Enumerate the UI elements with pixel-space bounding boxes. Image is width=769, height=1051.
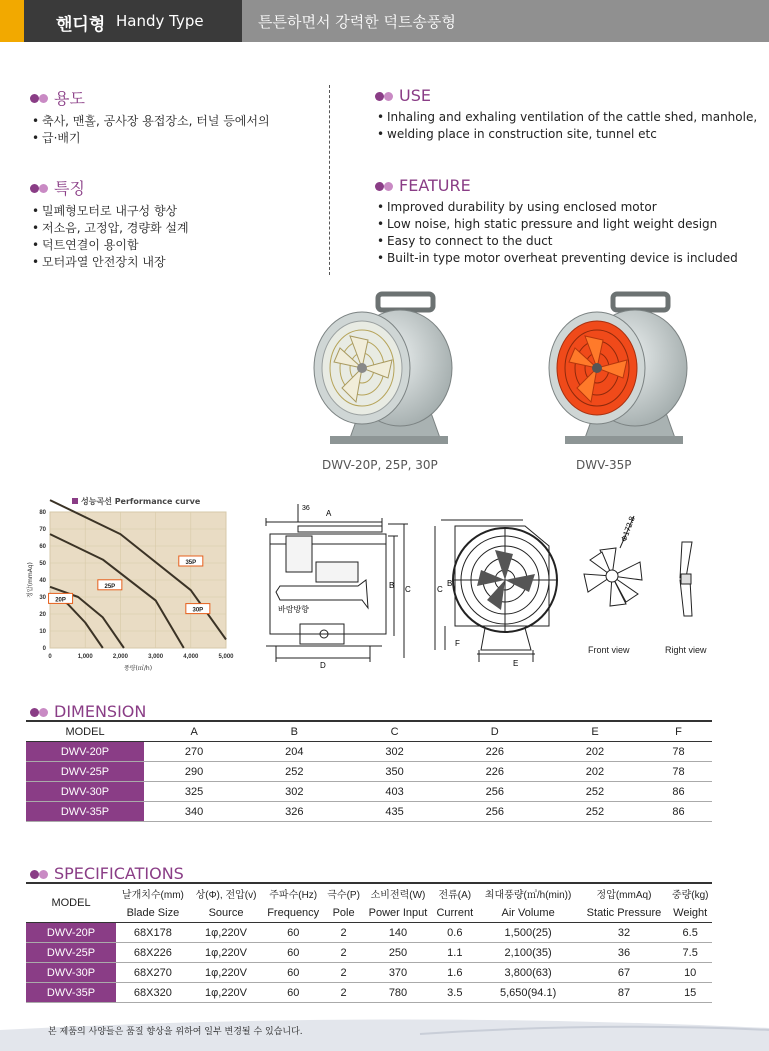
header-title-bar xyxy=(24,0,242,42)
spec-cell: 1φ,220V xyxy=(190,983,262,1003)
spec-cell: 3.5 xyxy=(433,983,477,1003)
spec-cell: 68X270 xyxy=(116,963,190,983)
spec-cell: 1φ,220V xyxy=(190,943,262,963)
chart-x-tick-label: 1,000 xyxy=(77,654,93,660)
spec-cell: 2 xyxy=(324,923,363,943)
spec-cell: 2 xyxy=(324,963,363,983)
specifications-row xyxy=(26,923,712,943)
chart-series-label: 25P xyxy=(104,583,116,590)
spec-cell: 36 xyxy=(580,943,669,963)
spec-model-cell: DWV-35P xyxy=(26,983,116,1003)
specifications-model-header: MODEL xyxy=(26,883,116,923)
spec-header-kr-cell: 정압(mmAq) xyxy=(596,890,652,901)
spec-header-en-cell: Frequency xyxy=(262,903,324,923)
spec-header-en-cell: Static Pressure xyxy=(580,903,669,923)
dim-b-label: B xyxy=(389,581,395,590)
use-kr-title: 용도 xyxy=(30,86,320,109)
dimension-row xyxy=(26,762,712,782)
spec-cell: 60 xyxy=(262,943,324,963)
dimension-cell: 325 xyxy=(144,782,244,802)
chart-y-tick-label: 80 xyxy=(39,510,46,516)
chart-series-label: 35P xyxy=(185,560,197,566)
dimension-cell: 350 xyxy=(344,762,444,782)
right-view-label: Right view xyxy=(665,645,707,655)
dimension-cell: 252 xyxy=(545,802,645,822)
dimension-cell: 403 xyxy=(344,782,444,802)
use-en-item: • welding place in construction site, tunnel etc xyxy=(375,126,765,143)
dimension-cell: 78 xyxy=(645,742,712,762)
chart-y-tick-label: 0 xyxy=(42,646,46,652)
chart-series-label: 30P xyxy=(192,607,204,614)
product-image-red-fan xyxy=(535,288,695,453)
dim-d-label: D xyxy=(320,661,326,670)
dimension-row xyxy=(26,742,712,762)
bullet-dots-icon xyxy=(30,93,50,103)
spec-model-cell: DWV-25P xyxy=(26,943,116,963)
chart-y-tick-label: 50 xyxy=(39,561,46,567)
spec-cell: 15 xyxy=(668,983,712,1003)
chart-x-tick-label: 0 xyxy=(48,654,52,660)
dimension-header-cell: MODEL xyxy=(26,721,144,742)
spec-cell: 68X178 xyxy=(116,923,190,943)
feature-en-section xyxy=(375,176,765,267)
front-view-label: Front view xyxy=(588,645,630,655)
specifications-header-kr-row xyxy=(26,883,712,903)
chart-y-tick-label: 70 xyxy=(39,527,46,533)
spec-cell: 2,100(35) xyxy=(477,943,580,963)
spec-header-kr-cell: 소비전력(W) xyxy=(370,890,426,901)
performance-chart xyxy=(24,494,234,680)
spec-cell: 5,650(94.1) xyxy=(477,983,580,1003)
feature-kr-item: • 저소음, 고정압, 경량화 설계 xyxy=(30,220,320,237)
chart-y-axis-label: 정압(mmAq) xyxy=(27,562,34,598)
chart-y-tick-label: 40 xyxy=(39,578,46,584)
chart-x-tick-label: 5,000 xyxy=(218,654,234,660)
chart-title: 성능곡선 Performance curve xyxy=(72,496,200,507)
dimension-cell: 86 xyxy=(645,782,712,802)
dimension-cell: 204 xyxy=(244,742,344,762)
chart-y-tick-label: 60 xyxy=(39,544,46,550)
spec-header-en-cell: Blade Size xyxy=(116,903,190,923)
blade-right-view-drawing xyxy=(672,538,702,620)
product-caption-right: DWV-35P xyxy=(576,458,632,472)
spec-cell: 2 xyxy=(324,943,363,963)
chart-x-tick-label: 3,000 xyxy=(148,654,164,660)
spec-cell: 60 xyxy=(262,963,324,983)
spec-header-en-cell: Power Input xyxy=(363,903,433,923)
spec-header-en-cell: Source xyxy=(190,903,262,923)
bullet-dots-icon xyxy=(30,183,50,193)
dim-a-label: A xyxy=(326,509,332,518)
spec-header-kr-cell: 상(Φ), 전압(v) xyxy=(195,890,257,901)
dimension-cell: 435 xyxy=(344,802,444,822)
bullet-dots-icon xyxy=(30,869,50,879)
chart-x-tick-label: 4,000 xyxy=(183,654,199,660)
spec-cell: 1φ,220V xyxy=(190,923,262,943)
specifications-row xyxy=(26,963,712,983)
use-en-section xyxy=(375,86,765,143)
spec-cell: 1,500(25) xyxy=(477,923,580,943)
product-image-gray-fan xyxy=(300,288,460,453)
header-subtitle: 튼튼하면서 강력한 덕트송풍형 xyxy=(258,13,456,31)
dimension-cell: 302 xyxy=(244,782,344,802)
blade-front-view-drawing xyxy=(580,508,660,618)
spec-model-cell: DWV-30P xyxy=(26,963,116,983)
column-divider xyxy=(329,85,330,275)
bullet-dots-icon xyxy=(30,707,50,717)
feature-kr-section xyxy=(30,176,320,271)
feature-en-item: • Low noise, high static pressure and light weight design xyxy=(375,216,765,233)
spec-header-kr-cell: 최대풍량(㎥/h(min)) xyxy=(484,890,572,901)
dimension-header-cell: E xyxy=(545,721,645,742)
chart-y-tick-label: 10 xyxy=(39,629,46,635)
dimension-model-cell: DWV-20P xyxy=(26,742,144,762)
dimension-cell: 290 xyxy=(144,762,244,782)
spec-header-en-cell: Weight xyxy=(668,903,712,923)
dim-f-label: F xyxy=(455,639,460,648)
chart-svg xyxy=(24,494,234,680)
bullet-dots-icon xyxy=(375,181,395,191)
feature-kr-item: • 모터과열 안전장치 내장 xyxy=(30,254,320,271)
dimension-cell: 202 xyxy=(545,742,645,762)
chart-x-axis-label: 풍량(㎥/h) xyxy=(123,665,153,672)
chart-y-tick-label: 20 xyxy=(39,612,46,618)
spec-cell: 7.5 xyxy=(668,943,712,963)
dimension-title: DIMENSION xyxy=(30,702,146,721)
feature-kr-item: • 덕트연결이 용이함 xyxy=(30,237,320,254)
dimension-cell: 226 xyxy=(445,742,545,762)
dimension-header-cell: A xyxy=(144,721,244,742)
dimension-header-cell: D xyxy=(445,721,545,742)
spec-cell: 140 xyxy=(363,923,433,943)
spec-cell: 67 xyxy=(580,963,669,983)
dim-c-label: C xyxy=(405,585,411,594)
feature-kr-item: • 밀폐형모터로 내구성 향상 xyxy=(30,203,320,220)
product-caption-left: DWV-20P, 25P, 30P xyxy=(322,458,438,472)
dim-36-label: 36 xyxy=(302,505,310,512)
dimension-cell: 302 xyxy=(344,742,444,762)
dim-e-label: E xyxy=(513,659,519,668)
dimension-cell: 270 xyxy=(144,742,244,762)
dimension-cell: 252 xyxy=(545,782,645,802)
use-kr-item: • 급·배기 xyxy=(30,130,320,147)
spec-header-en-cell: Pole xyxy=(324,903,363,923)
chart-y-tick-label: 30 xyxy=(39,595,46,601)
spec-header-kr-cell: 주파수(Hz) xyxy=(269,890,318,901)
spec-cell: 87 xyxy=(580,983,669,1003)
chart-x-tick-label: 2,000 xyxy=(112,654,128,660)
dimension-model-cell: DWV-35P xyxy=(26,802,144,822)
use-en-item: • Inhaling and exhaling ventilation of the cattle shed, manhole, xyxy=(375,109,765,126)
use-kr-section xyxy=(30,86,320,147)
dimension-cell: 326 xyxy=(244,802,344,822)
spec-cell: 68X320 xyxy=(116,983,190,1003)
specifications-row xyxy=(26,943,712,963)
dimension-cell: 256 xyxy=(445,782,545,802)
spec-header-kr-cell: 전류(A) xyxy=(438,890,472,901)
spec-cell: 32 xyxy=(580,923,669,943)
feature-en-title: FEATURE xyxy=(375,176,765,195)
spec-header-kr-cell: 극수(P) xyxy=(327,890,360,901)
dimension-model-cell: DWV-25P xyxy=(26,762,144,782)
dimension-model-cell: DWV-30P xyxy=(26,782,144,802)
dimension-header-row xyxy=(26,721,712,742)
spec-cell: 3,800(63) xyxy=(477,963,580,983)
dimension-cell: 226 xyxy=(445,762,545,782)
spec-header-en-cell: Current xyxy=(433,903,477,923)
spec-model-cell: DWV-20P xyxy=(26,923,116,943)
spec-cell: 0.6 xyxy=(433,923,477,943)
feature-kr-title: 특징 xyxy=(30,176,320,199)
bullet-dots-icon xyxy=(375,91,395,101)
dimension-header-cell: C xyxy=(344,721,444,742)
dimension-cell: 256 xyxy=(445,802,545,822)
dimension-row xyxy=(26,782,712,802)
specifications-table xyxy=(26,882,712,1003)
wind-direction-label: 바람방향 xyxy=(278,605,309,614)
chart-series-label: 20P xyxy=(55,597,66,604)
spec-cell: 68X226 xyxy=(116,943,190,963)
dimension-header-cell: B xyxy=(244,721,344,742)
dimension-cell: 252 xyxy=(244,762,344,782)
dimension-cell: 86 xyxy=(645,802,712,822)
header-subtitle-bar xyxy=(242,0,769,42)
feature-en-item: • Improved durability by using enclosed motor xyxy=(375,199,765,216)
spec-cell: 370 xyxy=(363,963,433,983)
dimension-table xyxy=(26,720,712,822)
dimension-row xyxy=(26,802,712,822)
dim-b-front-label: B xyxy=(447,579,453,588)
spec-cell: 250 xyxy=(363,943,433,963)
feature-en-item: • Built-in type motor overheat preventing device is included xyxy=(375,250,765,267)
footnote: 본 제품의 사양들은 품질 향상을 위하여 일부 변경될 수 있습니다. xyxy=(48,1027,303,1037)
header-en-title: Handy Type xyxy=(116,12,204,30)
spec-header-en-cell: Air Volume xyxy=(477,903,580,923)
spec-cell: 1.6 xyxy=(433,963,477,983)
spec-cell: 2 xyxy=(324,983,363,1003)
spec-cell: 10 xyxy=(668,963,712,983)
feature-en-item: • Easy to connect to the duct xyxy=(375,233,765,250)
use-kr-item: • 축사, 맨홀, 공사장 용접장소, 터널 등에서의 xyxy=(30,113,320,130)
spec-cell: 1.1 xyxy=(433,943,477,963)
spec-cell: 6.5 xyxy=(668,923,712,943)
specifications-header-en-row xyxy=(26,903,712,923)
spec-cell: 780 xyxy=(363,983,433,1003)
spec-cell: 60 xyxy=(262,923,324,943)
front-view-drawing xyxy=(425,510,575,670)
specifications-title: SPECIFICATIONS xyxy=(30,864,184,883)
spec-cell: 1φ,220V xyxy=(190,963,262,983)
spec-header-kr-cell: 날개치수(mm) xyxy=(121,890,184,901)
blade-diameter-label: Φ172.8 xyxy=(619,515,637,544)
dimension-cell: 340 xyxy=(144,802,244,822)
side-view-drawing xyxy=(258,496,418,674)
dimension-cell: 202 xyxy=(545,762,645,782)
dimension-header-cell: F xyxy=(645,721,712,742)
use-en-title: USE xyxy=(375,86,765,105)
spec-cell: 60 xyxy=(262,983,324,1003)
header-accent xyxy=(0,0,24,42)
dimension-cell: 78 xyxy=(645,762,712,782)
dim-c-front-label: C xyxy=(437,585,443,594)
header-kr-title: 핸디형 xyxy=(56,15,106,35)
spec-header-kr-cell: 중량(kg) xyxy=(671,890,709,901)
